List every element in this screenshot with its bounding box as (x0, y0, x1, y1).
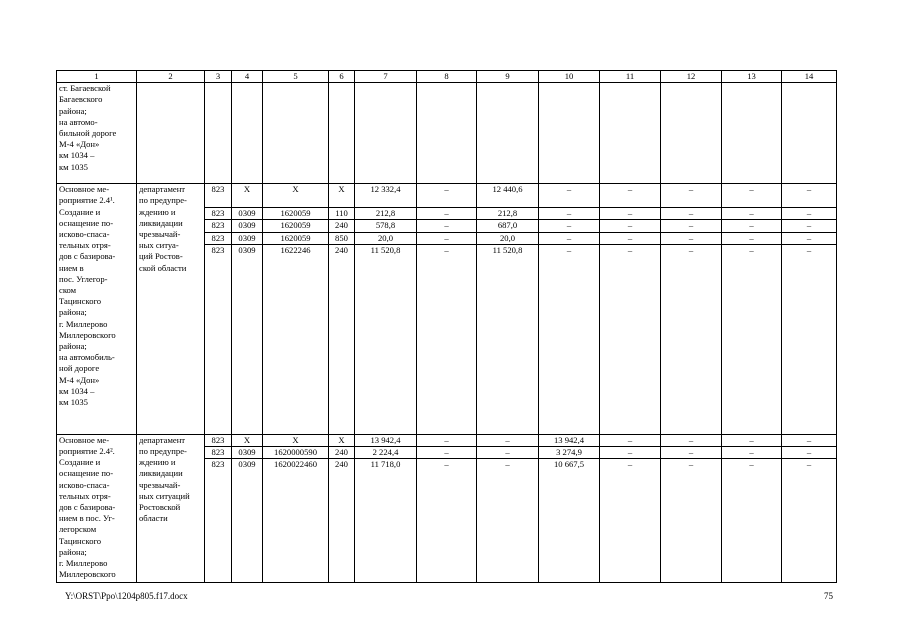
table-cell: – (661, 459, 722, 583)
table-cell: – (600, 459, 661, 583)
table-cell: 1622246 (263, 244, 329, 434)
table-cell (600, 83, 661, 184)
table-cell: – (417, 459, 477, 583)
page-number: 75 (824, 591, 833, 601)
table-cell: – (539, 208, 600, 220)
column-header: 9 (477, 71, 539, 83)
table-cell (263, 83, 329, 184)
table-cell: 0309 (232, 459, 263, 583)
table-cell: 240 (329, 447, 355, 459)
table-cell: – (661, 434, 722, 446)
table-cell: – (661, 184, 722, 208)
table-cell: – (722, 208, 782, 220)
table-cell: – (661, 220, 722, 232)
table-cell: – (539, 244, 600, 434)
table-cell: – (539, 220, 600, 232)
table-cell: – (600, 184, 661, 208)
table-cell: – (782, 232, 837, 244)
table-cell: 1620059 (263, 220, 329, 232)
table-cell: 0309 (232, 232, 263, 244)
table-cell: Х (263, 184, 329, 208)
column-header: 2 (137, 71, 205, 83)
budget-table (56, 70, 837, 583)
table-cell: – (600, 208, 661, 220)
table-cell: – (722, 447, 782, 459)
table-cell: 13 942,4 (355, 434, 417, 446)
table-cell (137, 83, 205, 184)
table-cell: – (782, 208, 837, 220)
column-header: 1 (57, 71, 137, 83)
table-cell: – (722, 184, 782, 208)
table-cell: 0309 (232, 220, 263, 232)
table-cell: Х (263, 434, 329, 446)
table-cell: 2 224,4 (355, 447, 417, 459)
table-cell: 850 (329, 232, 355, 244)
table-cell: 11 520,8 (477, 244, 539, 434)
table-cell: – (782, 447, 837, 459)
table-cell: – (661, 447, 722, 459)
table-cell (205, 83, 232, 184)
column-header: 13 (722, 71, 782, 83)
column-header: 7 (355, 71, 417, 83)
table-cell: 823 (205, 220, 232, 232)
table-cell: 823 (205, 184, 232, 208)
table-cell: Х (232, 184, 263, 208)
table-cell: 1620000590 (263, 447, 329, 459)
table-cell: – (417, 220, 477, 232)
table-cell: 823 (205, 434, 232, 446)
table-cell: – (782, 184, 837, 208)
table-cell: – (539, 184, 600, 208)
column-header: 8 (417, 71, 477, 83)
table-cell: – (782, 220, 837, 232)
column-header: 3 (205, 71, 232, 83)
table-cell: – (722, 232, 782, 244)
table-cell: 1620022460 (263, 459, 329, 583)
table-cell: департамент по предупре- ждению и ликвидации чрезвычай- ных ситуа- ций Ростов- ской области (137, 184, 205, 435)
table-cell: – (600, 220, 661, 232)
table-cell (539, 83, 600, 184)
column-header: 5 (263, 71, 329, 83)
table-cell: 823 (205, 447, 232, 459)
table-cell: – (722, 244, 782, 434)
table-row (57, 83, 837, 184)
table-cell: Основное ме- роприятие 2.4². Создание и оснащение по- исково-спаса- тельных отря- дов с базирова- нием в пос. Уг- легорском Тацинского района; г. Миллерово Миллеровского (57, 434, 137, 582)
table-cell: 11 520,8 (355, 244, 417, 434)
table-cell: 240 (329, 459, 355, 583)
table-cell: – (782, 434, 837, 446)
table-cell (722, 83, 782, 184)
table-cell: 12 440,6 (477, 184, 539, 208)
table-cell: 20,0 (477, 232, 539, 244)
table-cell: 687,0 (477, 220, 539, 232)
table-cell: 578,8 (355, 220, 417, 232)
table-cell: 823 (205, 208, 232, 220)
table-cell: 823 (205, 244, 232, 434)
table-cell: 20,0 (355, 232, 417, 244)
table-cell: Основное ме- роприятие 2.4¹. Создание и оснащение по- исково-спаса- тельных отря- дов с базирова- нием в пос. Углегор- ском Тацинского района; г. Миллерово Миллеровского района; на автомобиль- ной дороге М-4 «Дон» км 1034 – км 1035 (57, 184, 137, 435)
table-cell: 13 942,4 (539, 434, 600, 446)
table-cell: – (600, 244, 661, 434)
table-cell: – (782, 459, 837, 583)
table-cell: 1620059 (263, 232, 329, 244)
table-cell: – (539, 232, 600, 244)
table-cell: – (417, 232, 477, 244)
table-cell: ст. Багаевской Багаевского района; на автомо- бильной дороге М-4 «Дон» км 1034 – км 1035 (57, 83, 137, 184)
table-cell: 3 274,9 (539, 447, 600, 459)
table-cell (661, 83, 722, 184)
table-cell: – (417, 184, 477, 208)
table-cell: 212,8 (355, 208, 417, 220)
table-cell (232, 83, 263, 184)
table-cell: – (477, 447, 539, 459)
table-header-row (57, 71, 837, 83)
table-cell: – (782, 244, 837, 434)
table-cell: – (722, 434, 782, 446)
table-cell: – (600, 447, 661, 459)
table-cell: Х (329, 434, 355, 446)
table-cell: Х (329, 184, 355, 208)
table-cell: 10 667,5 (539, 459, 600, 583)
table-cell (329, 83, 355, 184)
table-cell: 1620059 (263, 208, 329, 220)
table-cell: – (417, 434, 477, 446)
table-cell: 0309 (232, 244, 263, 434)
column-header: 4 (232, 71, 263, 83)
table-cell: – (417, 447, 477, 459)
table-cell: – (722, 459, 782, 583)
table-cell: – (417, 244, 477, 434)
column-header: 6 (329, 71, 355, 83)
table-cell: – (661, 244, 722, 434)
table-row (57, 434, 837, 446)
table-cell: 11 718,0 (355, 459, 417, 583)
column-header: 11 (600, 71, 661, 83)
table-row (57, 184, 837, 208)
table-cell (477, 83, 539, 184)
table-cell: – (477, 434, 539, 446)
file-path: Y:\ORST\Ppo\1204p805.f17.docx (65, 591, 188, 601)
table-cell (782, 83, 837, 184)
table-cell: 0309 (232, 208, 263, 220)
table-cell: – (661, 232, 722, 244)
table-cell: 0309 (232, 447, 263, 459)
table-cell: 823 (205, 459, 232, 583)
column-header: 12 (661, 71, 722, 83)
table-cell: – (661, 208, 722, 220)
column-header: 14 (782, 71, 837, 83)
table-cell: 240 (329, 244, 355, 434)
table-cell (417, 83, 477, 184)
column-header: 10 (539, 71, 600, 83)
table-cell: Х (232, 434, 263, 446)
table-cell: 212,8 (477, 208, 539, 220)
table-cell: – (477, 459, 539, 583)
table-cell: 823 (205, 232, 232, 244)
table-cell: 240 (329, 220, 355, 232)
table-cell: 12 332,4 (355, 184, 417, 208)
table-cell: 110 (329, 208, 355, 220)
table-cell: департамент по предупре- ждению и ликвидации чрезвычай- ных ситуаций Ростовской области (137, 434, 205, 582)
table-cell: – (600, 232, 661, 244)
table-cell: – (600, 434, 661, 446)
table-cell (355, 83, 417, 184)
table-cell: – (722, 220, 782, 232)
table-cell: – (417, 208, 477, 220)
